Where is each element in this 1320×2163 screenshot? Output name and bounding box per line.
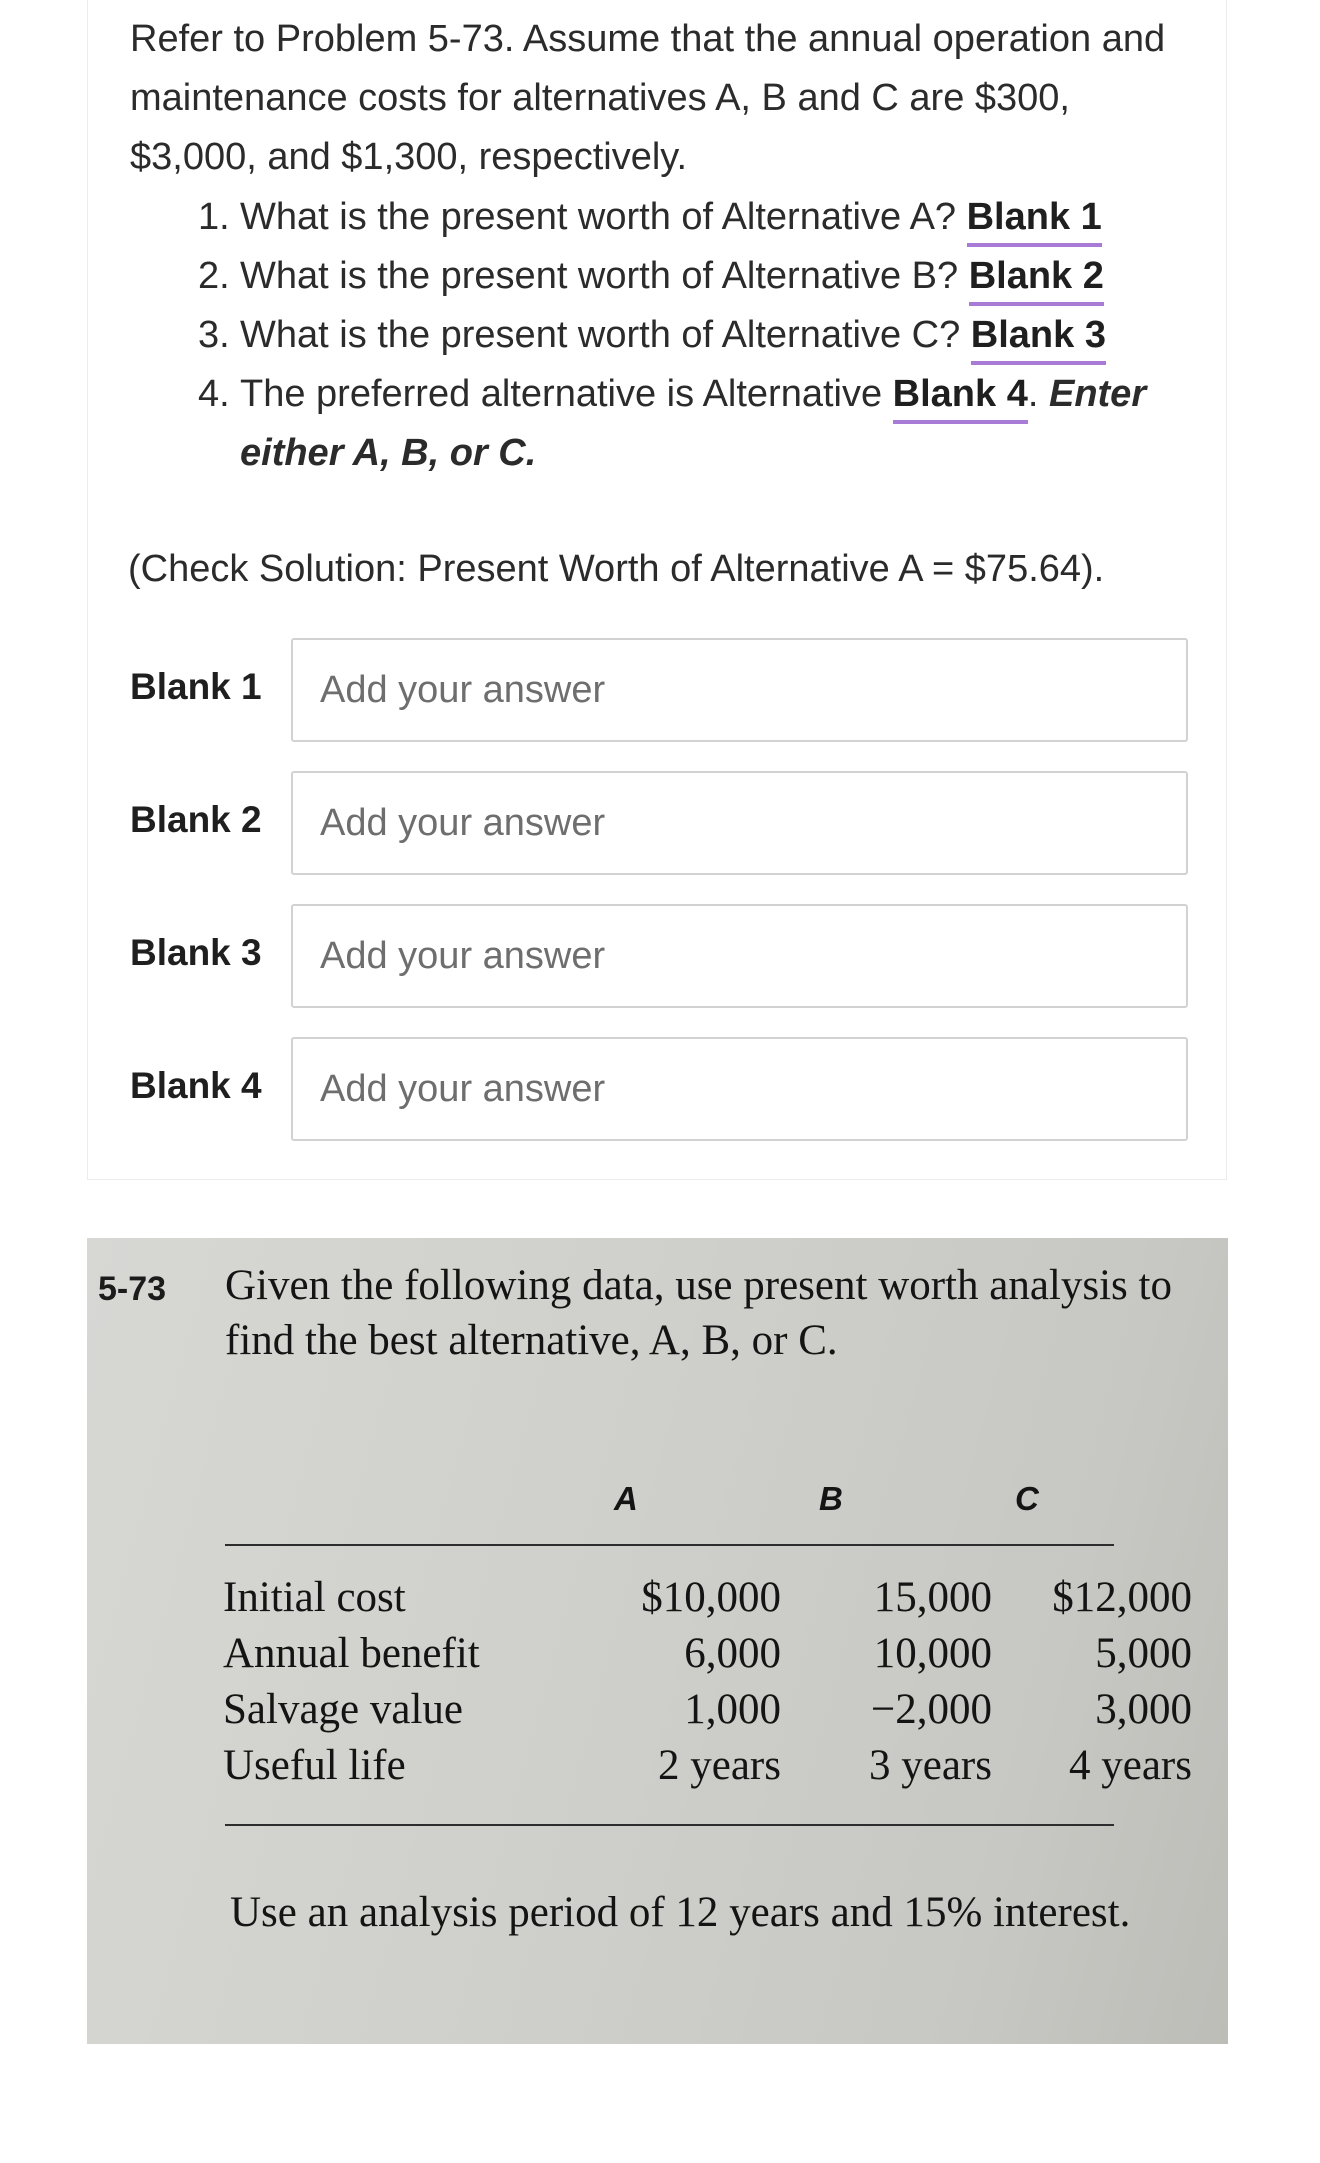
column-header-b: B bbox=[819, 1480, 843, 1517]
table-row bbox=[223, 1682, 1192, 1738]
blank-4-reference[interactable]: Blank 4 bbox=[893, 368, 1028, 424]
row-label: Annual benefit bbox=[223, 1630, 480, 1677]
cell-a: $10,000 bbox=[641, 1574, 781, 1621]
cell-b: 15,000 bbox=[873, 1574, 992, 1621]
answer-format-note: Enter either A, B, or C. bbox=[240, 373, 1147, 474]
blank-2-label: Blank 2 bbox=[130, 799, 262, 840]
column-header-a: A bbox=[614, 1480, 638, 1517]
question-text: What is the present worth of Alternative B? bbox=[240, 255, 969, 297]
blank-2-input[interactable] bbox=[291, 771, 1188, 875]
blank-3-label: Blank 3 bbox=[130, 932, 262, 973]
table-row bbox=[223, 1738, 1192, 1794]
blank-1-label: Blank 1 bbox=[130, 666, 262, 707]
blank-4-row bbox=[130, 1037, 1190, 1143]
blank-3-reference[interactable]: Blank 3 bbox=[971, 309, 1106, 365]
question-item bbox=[198, 247, 1198, 306]
blank-4-label: Blank 4 bbox=[130, 1065, 262, 1106]
column-header-c: C bbox=[1015, 1480, 1039, 1517]
table-top-rule bbox=[225, 1544, 1114, 1546]
question-intro: Refer to Problem 5-73. Assume that the annual operation and maintenance costs for alternatives A, B and C are $300, $3,000, and $1,300, respectively. bbox=[130, 18, 1166, 178]
cell-c: 4 years bbox=[1069, 1742, 1192, 1789]
cell-b: −2,000 bbox=[870, 1686, 992, 1733]
row-label: Initial cost bbox=[223, 1574, 406, 1621]
analysis-instruction: Use an analysis period of 12 years and 15% interest. bbox=[230, 1889, 1131, 1936]
question-item bbox=[198, 365, 1198, 483]
cell-a: 6,000 bbox=[684, 1630, 781, 1677]
blank-2-row bbox=[130, 771, 1190, 877]
question-item bbox=[198, 306, 1198, 365]
textbook-problem-image bbox=[87, 1238, 1228, 2044]
problem-statement: Given the following data, use present worth analysis to find the best alternative, A, B, or C. bbox=[225, 1262, 1172, 1364]
table-row bbox=[223, 1626, 1192, 1682]
check-solution-note: (Check Solution: Present Worth of Alternative A = $75.64). bbox=[128, 548, 1105, 590]
blank-1-row bbox=[130, 638, 1190, 744]
question-list bbox=[198, 188, 1198, 483]
table-row bbox=[223, 1570, 1192, 1626]
cell-b: 3 years bbox=[869, 1742, 992, 1789]
problem-number: 5-73 bbox=[98, 1270, 167, 1308]
blank-1-input[interactable] bbox=[291, 638, 1188, 742]
cell-c: 5,000 bbox=[1095, 1630, 1192, 1677]
question-text: The preferred alternative is Alternative bbox=[240, 373, 893, 415]
row-label: Useful life bbox=[223, 1742, 406, 1789]
question-number: 1. bbox=[198, 196, 230, 238]
cell-c: 3,000 bbox=[1095, 1686, 1192, 1733]
blank-3-input[interactable] bbox=[291, 904, 1188, 1008]
blank-1-reference[interactable]: Blank 1 bbox=[967, 191, 1102, 247]
question-text: What is the present worth of Alternative C? bbox=[240, 314, 971, 356]
cell-a: 1,000 bbox=[684, 1686, 781, 1733]
question-number: 3. bbox=[198, 314, 230, 356]
blank-4-input[interactable] bbox=[291, 1037, 1188, 1141]
blank-3-row bbox=[130, 904, 1190, 1010]
blank-2-reference[interactable]: Blank 2 bbox=[969, 250, 1104, 306]
table-bottom-rule bbox=[225, 1824, 1114, 1826]
alternatives-table bbox=[223, 1570, 1192, 1794]
cell-b: 10,000 bbox=[873, 1630, 992, 1677]
question-text-suffix: . bbox=[1027, 373, 1049, 415]
cell-a: 2 years bbox=[658, 1742, 781, 1789]
question-number: 4. bbox=[198, 373, 230, 415]
question-number: 2. bbox=[198, 255, 230, 297]
question-item bbox=[198, 188, 1198, 247]
question-text: What is the present worth of Alternative A? bbox=[240, 196, 967, 238]
row-label: Salvage value bbox=[223, 1686, 463, 1733]
cell-c: $12,000 bbox=[1052, 1574, 1192, 1621]
